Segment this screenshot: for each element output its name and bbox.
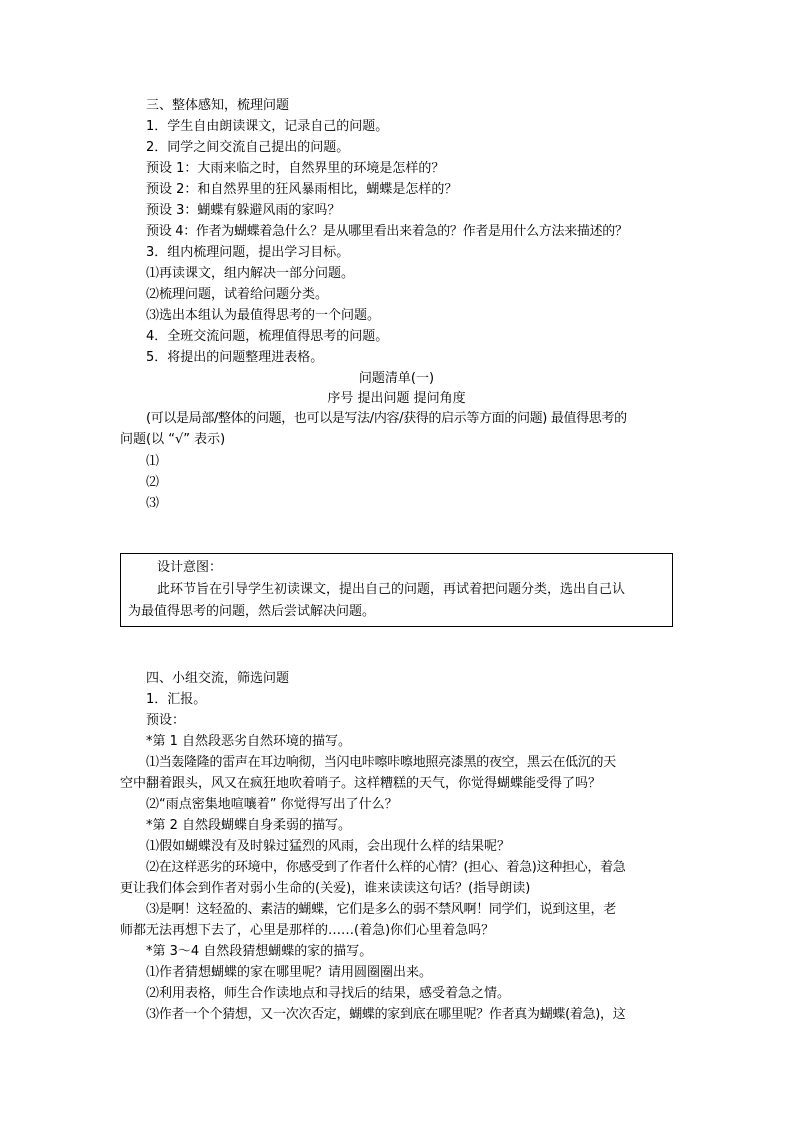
section3-sub-2: ⑵梳理问题，试着给问题分类。 [146, 287, 329, 302]
paragraph-3-item-2: ⑵利用表格，师生合作读地点和寻找后的结果，感受着急之情。 [146, 986, 511, 1001]
paragraph-1-title: *第 1 自然段恶劣自然环境的描写。 [146, 734, 352, 749]
question-list-header: 序号 提出问题 提问角度 [327, 391, 466, 406]
question-row-3: ⑶ [146, 496, 160, 511]
question-row-1: ⑴ [146, 454, 160, 469]
design-intent-line-1: 此环节旨在引导学生初读课文，提出自己的问题，再试着把问题分类，选出自己认 [157, 582, 626, 597]
question-row-2: ⑵ [146, 475, 160, 490]
preset-3: 预设 3：蝴蝶有躲避风雨的家吗？ [146, 203, 341, 218]
paragraph-2-title: *第 2 自然段蝴蝶自身柔弱的描写。 [146, 818, 352, 833]
preset-1: 预设 1：大雨来临之时，自然界里的环境是怎样的？ [146, 161, 445, 176]
paragraph-2-item-2-line-a: ⑵在这样恶劣的环境中，你感受到了作者什么样的心情？(担心、着急)这种担心，着急 [146, 860, 626, 875]
section3-item-1: 1．学生自由朗读课文，记录自己的问题。 [146, 119, 389, 134]
question-list-note-line-1: (可以是局部/整体的问题，也可以是写法/内容/获得的启示等方面的问题) 最值得思考的 [146, 411, 627, 426]
section3-item-3: 3．组内梳理问题，提出学习目标。 [146, 245, 350, 260]
preset-4: 预设 4：作者为蝴蝶着急什么？是从哪里看出来着急的？作者是用什么方法来描述的？ [146, 224, 628, 239]
paragraph-1-item-1-line-a: ⑴当轰隆隆的雷声在耳边响彻，当闪电咔嚓咔嚓地照亮漆黑的夜空，黑云在低沉的天 [146, 755, 616, 770]
question-list-title: 问题清单(一) [358, 371, 435, 386]
design-intent-title: 设计意图： [157, 560, 223, 575]
paragraph-3-item-3: ⑶作者一个个猜想，又一次次否定，蝴蝶的家到底在哪里呢？作者真为蝴蝶(着急)，这 [146, 1007, 626, 1022]
paragraph-2-item-3-line-a: ⑶是啊！这轻盈的、素洁的蝴蝶，它们是多么的弱不禁风啊！同学们，说到这里，老 [146, 902, 616, 917]
paragraph-2-item-3-line-b: 师都无法再想下去了，心里是那样的……(着急)你们心里着急吗？ [120, 923, 495, 938]
section3-item-5: 5．将提出的问题整理进表格。 [146, 350, 324, 365]
preset-2: 预设 2：和自然界里的狂风暴雨相比，蝴蝶是怎样的？ [146, 182, 458, 197]
section3-sub-1: ⑴再读课文，组内解决一部分问题。 [146, 266, 355, 281]
paragraph-1-item-2: ⑵“雨点密集地喧嚷着” 你觉得写出了什么？ [146, 797, 398, 812]
section4-heading: 四、小组交流，筛选问题 [146, 671, 290, 686]
section3-heading: 三、整体感知，梳理问题 [146, 98, 290, 113]
section3-item-2: 2．同学之间交流自己提出的问题。 [146, 140, 350, 155]
paragraph-3-4-title: *第 3～4 自然段猜想蝴蝶的家的描写。 [146, 944, 373, 959]
paragraph-2-item-1: ⑴假如蝴蝶没有及时躲过猛烈的风雨，会出现什么样的结果呢？ [146, 839, 511, 854]
paragraph-3-item-1: ⑴作者猜想蝴蝶的家在哪里呢？请用圆圈圈出来。 [146, 965, 433, 980]
question-list-note-line-2: 问题(以 “√” 表示) [120, 432, 226, 447]
paragraph-2-item-2-line-b: 更让我们体会到作者对弱小生命的(关爱)，谁来读读这句话？(指导朗读) [120, 881, 531, 896]
section3-sub-3: ⑶选出本组认为最值得思考的一个问题。 [146, 308, 381, 323]
paragraph-1-item-1-line-b: 空中翻着跟头，风又在疯狂地吹着哨子。这样糟糕的天气，你觉得蝴蝶能受得了吗？ [120, 776, 602, 791]
section4-preset-label: 预设： [146, 713, 186, 728]
section3-item-4: 4．全班交流问题，梳理值得思考的问题。 [146, 329, 389, 344]
design-intent-line-2: 为最值得思考的问题，然后尝试解决问题。 [128, 604, 376, 619]
section4-item-1: 1．汇报。 [146, 692, 207, 707]
